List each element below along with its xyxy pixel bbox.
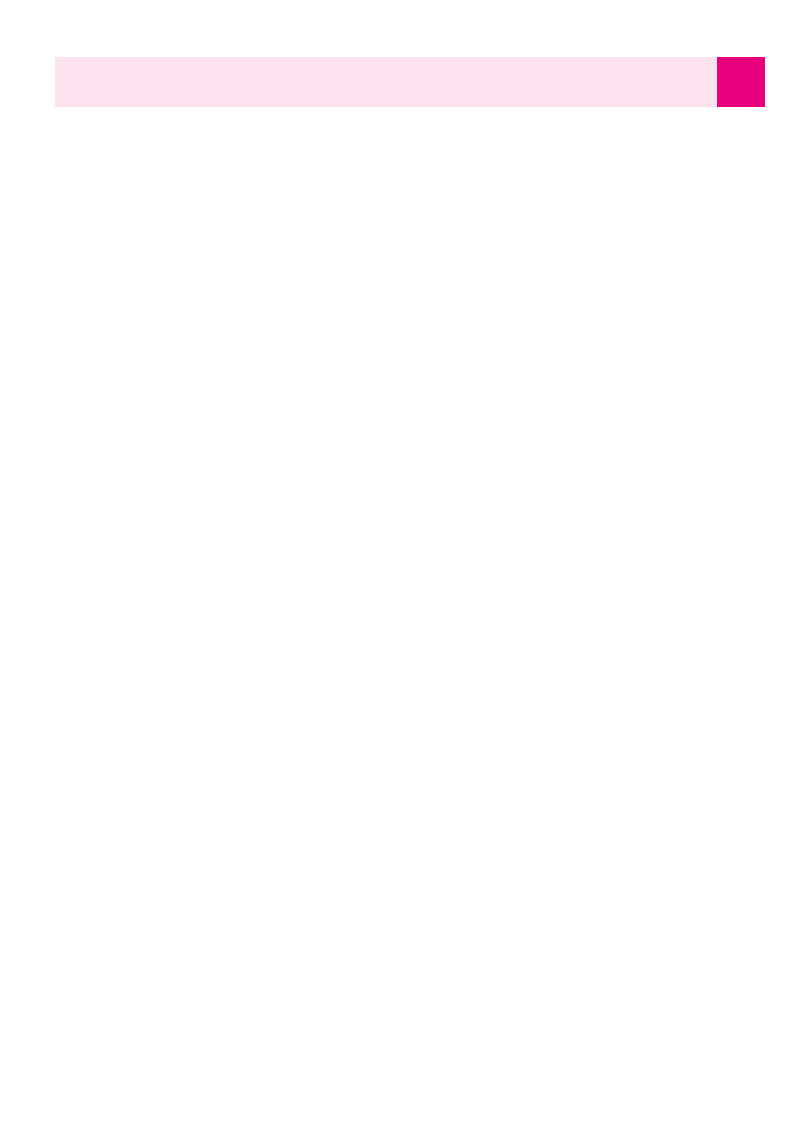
page-number-badge [717, 57, 765, 107]
header-note-box [55, 57, 717, 107]
page-header [55, 57, 765, 107]
